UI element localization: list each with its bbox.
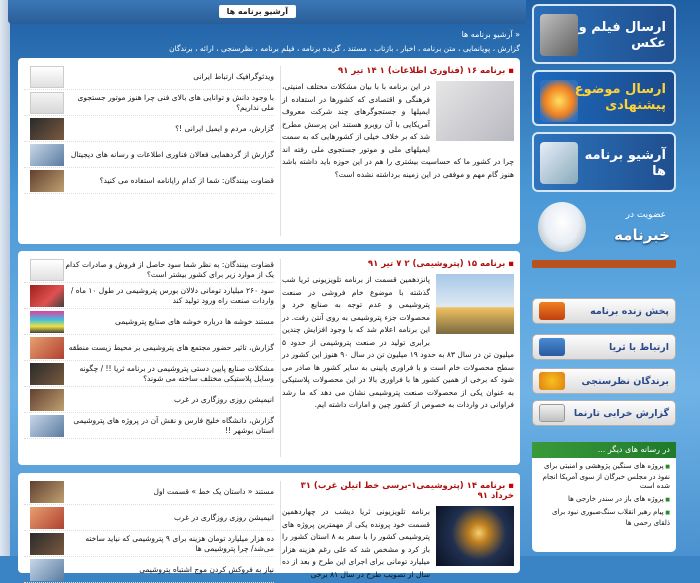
related-list <box>24 479 274 583</box>
related-list <box>24 257 274 439</box>
other-media-box <box>532 442 676 552</box>
list-item[interactable]: قضاوت بینندگان: شما از کدام رایانامه استفاده می کنید؟ <box>24 168 274 194</box>
video-thumbnail-icon <box>30 415 64 437</box>
film-reel-icon <box>540 14 578 56</box>
article-text: برنامه تلویزیونی ثریا دیشب در چهاردهمین قسمت خود پرونده یکی از مهمترین پروژه های پتروشیمی کشور را با سفر به ۸ استان کشور را باز کرد و مشخص شد که علی رغم هزینه هزار میلیارد تومانی برای اجرای این طرح و بعد از ده سال از تصویب طرح در سال ۸۱ برخی <box>282 507 430 579</box>
other-media-item[interactable]: ■ پیام رهبر انقلاب سنگ‌صبوری نبود برای ذلقای رحمی ها <box>538 508 670 528</box>
related-list <box>24 64 274 194</box>
newsletter-label: خبرنامه <box>614 226 670 244</box>
article-text: در این برنامه با با بیان مشکلات مختلف امنیتی، فرهنگی و اقتصادی که کشورها در استفاده از ایمیلها و جستجوگرهای چند شرکت معروف آمریکایی با آن روبرو هستند این پرسش مطرح شد که بر خلاف خیلی از کشورهایی که به سمت ایمیلهای ملی و موتور جستجوی ملی رفته اند چرا در کشور ما که حساسیت بیشتری را هم در این حوزه باید داشته باشد هنوز گام مهم و موفقی در این زمینه برداشته نشده است؟ <box>282 82 514 179</box>
list-item[interactable]: مستند خوشه ها درباره خوشه های صنایع پتروشیمی <box>24 309 274 335</box>
divider <box>280 259 281 457</box>
ledge-decoration <box>532 260 676 268</box>
breadcrumb[interactable]: آرشیو برنامه ها » <box>461 30 520 39</box>
video-thumbnail-icon <box>30 144 64 166</box>
list-item[interactable]: گزارش از گردهمایی فعالان فناوری اطلاعات و رسانه های دیجیتال <box>24 142 274 168</box>
video-thumbnail-icon <box>30 259 64 281</box>
list-item[interactable]: مشکلات صنایع پایین دستی پتروشیمی در برنامه ثریا !! / چگونه وسایل پلاستیکی مختلف ساخته می شوند؟ <box>24 361 274 387</box>
list-item[interactable]: گزارش، مردم و ایمیل ایرانی !؟ <box>24 116 274 142</box>
live-broadcast-button[interactable]: پخش زنده برنامه <box>532 298 676 324</box>
other-media-item[interactable]: ■ پروژه های سنگین پژوهشی و امنیتی برای نفوذ در مجلس خبرگان از سوی آمریکا انجام شده است <box>538 462 670 492</box>
article-title[interactable]: ▪ برنامه ۱۴ (پتروشیمی۱-برسی خط اتیلن غرب) ۳۱ خرداد ۹۱ <box>300 481 514 501</box>
archive-folder-icon <box>540 142 578 184</box>
video-thumbnail-icon <box>30 337 64 359</box>
video-thumbnail-icon <box>30 311 64 333</box>
send-film-photo-banner[interactable] <box>532 4 676 64</box>
list-item[interactable]: مستند « داستان یک خط » قسمت اول <box>24 479 274 505</box>
article-text: پانزدهمین قسمت از برنامه تلویزیونی ثریا شب گذشته با موضوع خام فروشی در صنعت پتروشیمی و عدم توجه به صنایع خرد و محصولات جزء پتروشیمی به روی آنتن رفت. در این برنامه اعلام شد که با وجود افزایش چندین برابری تولید در صنعت پتروشیمی از حدود ۵ میلیون تن در سال ۸۳ به حدود ۱۹ میلیون تن در سال ۹۰ هنوز این کشور در سطح محصولات خام است و با فراوری پایینی به سایر کشور ها صادر می شود که برخی از همین کشور ها با فراوری بالا در این محصولات پلاستیکی به عنوان یکی از محصولات صنعت پتروشیمی نشان می دهد که ما رشد فراوانی در واردات به خصوص از کشور چین و امارات داشته ایم. <box>282 275 515 409</box>
video-thumbnail-icon <box>30 507 64 529</box>
banner-label: آرشیو برنامه ها <box>584 148 666 179</box>
video-thumbnail-icon <box>30 363 64 385</box>
video-thumbnail-icon <box>30 481 64 503</box>
video-thumbnail-icon <box>30 170 64 192</box>
article-thumbnail[interactable] <box>436 81 514 141</box>
newsletter-caption: عضویت در <box>625 210 666 220</box>
list-item[interactable]: گزارش، تاثیر حضور مجتمع های پتروشیمی بر محیط زیست منطقه <box>24 335 274 361</box>
article-thumbnail[interactable] <box>436 506 514 566</box>
other-media-item[interactable]: ■ پروژه های باز در سندر خارجی ها <box>538 495 670 506</box>
right-sidebar <box>528 0 700 556</box>
category-nav[interactable]: گزارش ، پویانمایی ، متن برنامه ، اخبار ، بازتاب ، مستند ، گزیده برنامه ، فیلم برنامه ، نظرسنجی ، ارائه ، برندگان <box>169 44 520 53</box>
send-topic-banner[interactable] <box>532 70 676 126</box>
video-thumbnail-icon <box>30 389 64 411</box>
list-item[interactable]: گزارش، دانشگاه خلیج فارس و نقش آن در پروژه های پتروشیمی استان بوشهر !! <box>24 413 274 439</box>
article-title[interactable]: ▪ برنامه ۱۵ (پتروشیمی) ۲ ۷ تیر ۹۱ <box>367 259 514 269</box>
tv-icon <box>539 302 565 320</box>
list-item[interactable]: انیمیشن روزی روزگاری در غرب <box>24 387 274 413</box>
banner-label: ارسال موضوع پیشنهادی <box>574 82 666 113</box>
header-bar <box>8 0 526 24</box>
list-item[interactable]: سود ۲۶۰ میلیارد تومانی دلالان بورس پتروشیمی در طول ۱۰ ماه / واردات صنعت راه ورود تولید کند <box>24 283 274 309</box>
main-content <box>18 24 520 579</box>
divider <box>280 481 281 565</box>
other-media-title: در رسانه های دیگر ... <box>532 442 676 458</box>
article-title[interactable]: ▪ برنامه ۱۶ (فناوری اطلاعات) ۱ ۱۴ تیر ۹۱ <box>338 66 514 76</box>
video-thumbnail-icon <box>30 118 64 140</box>
article <box>282 481 514 581</box>
program-panel-16 <box>18 58 520 244</box>
phone-icon <box>539 338 565 356</box>
program-archive-banner[interactable] <box>532 132 676 192</box>
mail-icon <box>539 404 565 422</box>
video-thumbnail-icon <box>30 92 64 114</box>
scrollbar[interactable] <box>0 0 10 556</box>
list-item[interactable]: ده هزار میلیارد تومان هزینه برای ۹ پتروشیمی که نیاید ساخته می‌شد/ چرا پتروشیمی ها <box>24 531 274 557</box>
article-thumbnail[interactable] <box>436 274 514 334</box>
list-item[interactable]: با وجود دانش و توانایی های بالای فنی چرا هنوز موتور جستجوی ملی نداریم؟ <box>24 90 274 116</box>
newsletter-signup[interactable] <box>532 196 676 272</box>
video-thumbnail-icon <box>30 285 64 307</box>
sms-icon <box>539 372 565 390</box>
list-item[interactable]: قضاوت بینندگان: به نظر شما سود حاصل از فروش و صادرات کدام یک از موارد زیر برای کشور بیشتر است؟ <box>24 257 274 283</box>
divider <box>280 66 281 236</box>
report-bug-button[interactable]: گزارش خرابی تارنما <box>532 400 676 426</box>
poll-winners-button[interactable]: برندگان نظرسنجی <box>532 368 676 394</box>
dove-icon <box>538 202 586 252</box>
video-thumbnail-icon <box>30 533 64 555</box>
contact-soraya-button[interactable]: ارتباط با ثریا <box>532 334 676 360</box>
video-thumbnail-icon <box>30 559 64 581</box>
list-item[interactable]: نیاز به فروکش کردن موج اشتباه پتروشیمی <box>24 557 274 583</box>
banner-label: ارسال فیلم و عکس <box>578 20 666 51</box>
page-title: آرشیو برنامه ها <box>219 5 296 18</box>
program-panel-14 <box>18 473 520 579</box>
list-item[interactable]: ویدئوگرافیک ارتباط ایرانی <box>24 64 274 90</box>
list-item[interactable]: انیمیشن روزی روزگاری در غرب <box>24 505 274 531</box>
article <box>282 66 514 181</box>
program-panel-15 <box>18 251 520 465</box>
article <box>282 259 514 412</box>
video-thumbnail-icon <box>30 66 64 88</box>
